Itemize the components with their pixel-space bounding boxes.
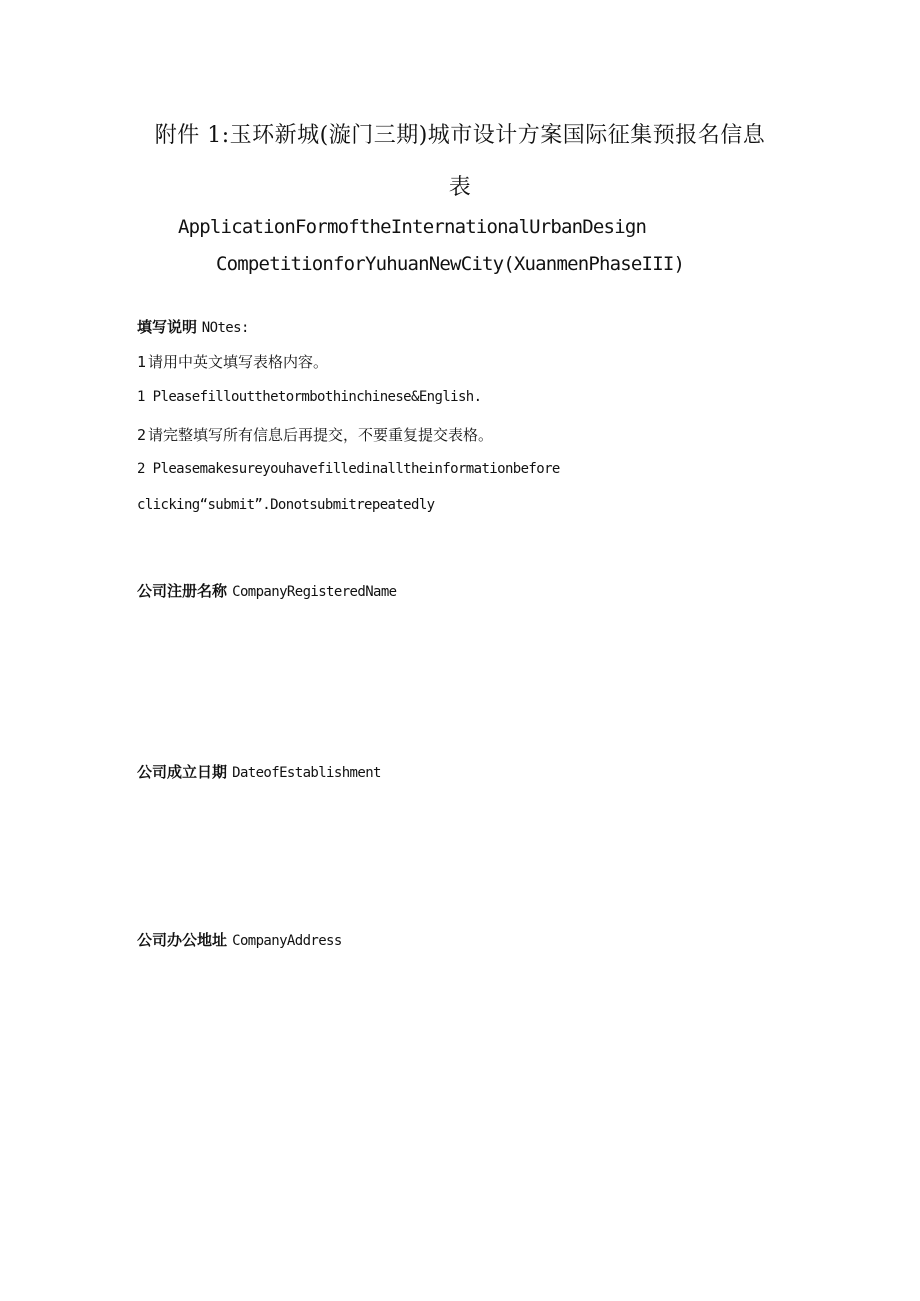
company-address-label [137,929,342,950]
notes-heading-en: NOtes: [201,320,249,336]
company-name-label-en: CompanyRegisteredName [232,584,397,600]
note-2-english-line-1: 2 Pleasemakesureyouhavefilledinalltheinformationbefore [137,461,560,477]
notes-heading [137,316,249,337]
note-2-english-line-2: clicking“submit”.Donotsubmitrepeatedly [137,497,435,513]
establishment-date-field[interactable] [137,787,783,917]
company-name-label-cn: 公司注册名称 [137,582,228,600]
company-address-field[interactable] [137,955,783,1255]
establishment-date-label [137,761,381,782]
note-1-number: 1 [137,353,147,371]
note-1-chinese [137,351,328,372]
establishment-date-label-cn: 公司成立日期 [137,763,228,781]
note-1-cn-text: 请用中英文填写表格内容。 [148,353,329,371]
company-address-label-en: CompanyAddress [232,933,342,949]
company-name-field[interactable] [137,606,783,746]
company-name-label [137,580,397,601]
notes-heading-cn: 填写说明 [137,318,198,336]
establishment-date-label-en: DateofEstablishment [232,765,381,781]
note-1-english: 1 Pleasefilloutthetormbothinchinese&English. [137,389,482,405]
note-2-cn-text: 请完整填写所有信息后再提交，不要重复提交表格。 [148,426,494,444]
note-2-number: 2 [137,426,147,444]
title-english-line-2: CompetitionforYuhuanNewCity(XuanmenPhaseIII) [216,253,685,275]
title-chinese-line-1: 附件 1:玉环新城(漩门三期)城市设计方案国际征集预报名信息 [154,123,766,148]
company-address-label-cn: 公司办公地址 [137,931,228,949]
note-2-chinese [137,424,493,445]
title-chinese-line-2: 表 [448,175,472,200]
title-english-line-1: ApplicationFormoftheInternationalUrbanDesign [178,216,647,238]
